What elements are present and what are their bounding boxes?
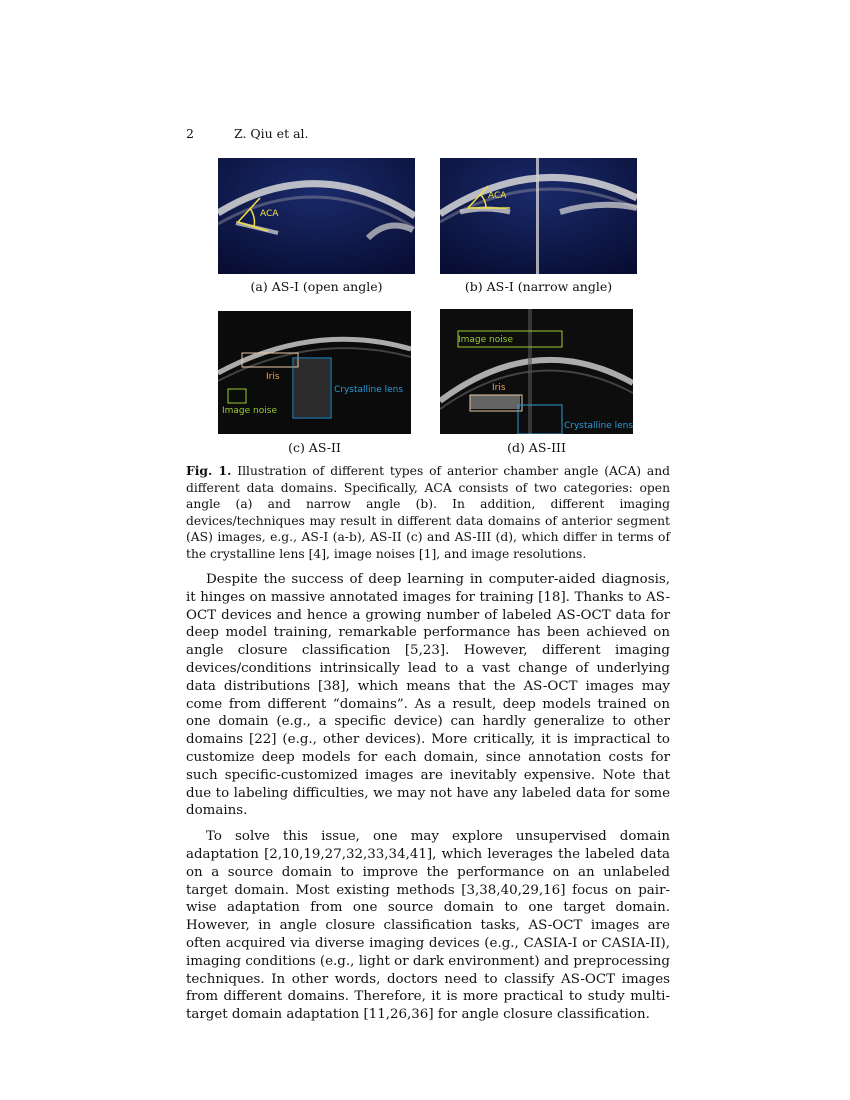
label-noise-d: Image noise: [458, 335, 513, 345]
figure-caption-label: Fig. 1.: [186, 463, 232, 478]
paragraph-1: Despite the success of deep learning in computer-aided diagnosis, it hinges on massive annotated images for training [18]. Thanks to AS-OCT devices and hence a growing number of labeled AS-OCT data for deep model training, remarkable performance has been achieved on angle closure classification [5,23]. However, different imaging devices/conditions intrinsically lead to a vast change of underlying data distributions [38], which means that the AS-OCT images may come from different “domains”. As a result, deep models trained on one domain (e.g., a specific device) can hardly generalize to other domains [22] (e.g., other devices). More critically, it is impractical to customize deep models for each domain, since annotation costs for such specific-customized images are inevitably expensive. Note that due to labeling difficulties, we may not have any labeled data for some domains.: [186, 572, 670, 819]
figure-panel-b: [440, 158, 637, 274]
label-iris-d: Iris: [492, 383, 506, 393]
body-text: [186, 571, 670, 1024]
figure-caption: [186, 463, 670, 562]
subcaption-c: (c) AS-II: [288, 440, 341, 455]
subcaption-d: (d) AS-III: [507, 440, 566, 455]
label-noise-c: Image noise: [222, 406, 277, 416]
subcaption-b: (b) AS-I (narrow angle): [464, 279, 613, 294]
page-number: 2: [186, 126, 194, 141]
subcaption-a: (a) AS-I (open angle): [250, 279, 383, 294]
label-iris-c: Iris: [266, 372, 280, 382]
label-lens-d: Crystalline lens: [564, 421, 633, 431]
label-lens-c: Crystalline lens: [334, 385, 404, 395]
label-aca-a: ACA: [260, 209, 279, 219]
label-aca-b: ACA: [488, 191, 507, 201]
figure-panel-c: [218, 311, 411, 434]
running-authors: Z. Qiu et al.: [234, 126, 309, 141]
figure-panel-a: [218, 158, 415, 274]
figure-caption-text: Illustration of different types of anterior chamber angle (ACA) and different data domains. Specifically, ACA consists of two categories: open angle (a) and narrow angle (b). In addition, different imaging devices/techniques may result in different data domains of anterior segment (AS) images, e.g., AS-I (a-b), AS-II (c) and AS-III (d), which differ in terms of the crystalline lens [4], image noises [1], and image resolutions.: [186, 464, 670, 561]
paragraph-2: To solve this issue, one may explore unsupervised domain adaptation [2,10,19,27,32,33,34,41], which leverages the labeled data on a source domain to improve the performance on an unlabeled target domain. Most existing methods [3,38,40,29,16] focus on pair-wise adaptation from one source domain to one target domain. However, in angle closure classification tasks, AS-OCT images are often acquired via diverse imaging devices (e.g., CASIA-I or CASIA-II), imaging conditions (e.g., light or dark environment) and preprocessing techniques. In other words, doctors need to classify AS-OCT images from different domains. Therefore, it is more practical to study multi-target domain adaptation [11,26,36] for angle closure classification.: [186, 829, 670, 1023]
figure-panel-d: [440, 309, 633, 434]
running-header: [186, 126, 309, 141]
